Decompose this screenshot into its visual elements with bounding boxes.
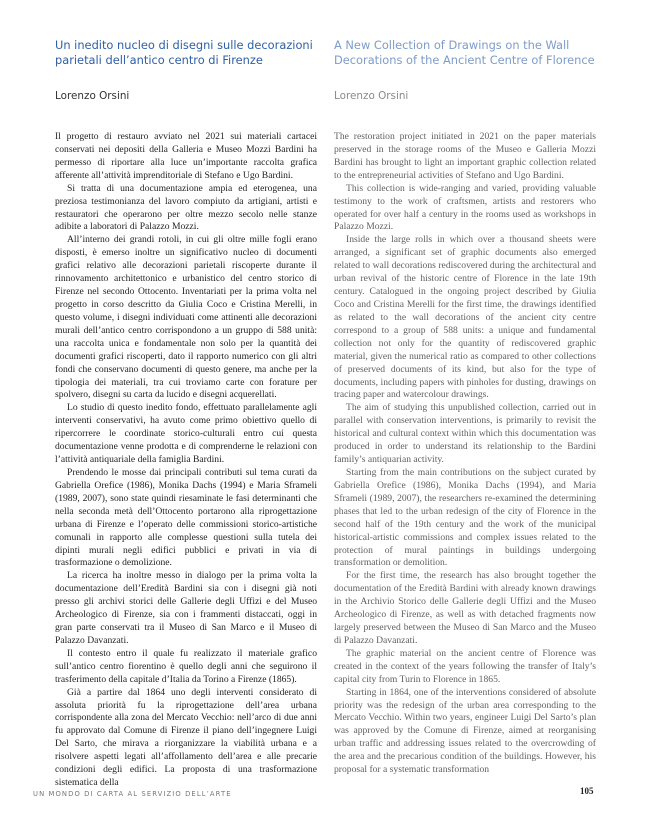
english-paragraph: The aim of studying this unpublished collection, carried out in parallel with conservation interventions, is primarily to revisit the historical and cultural context within which this documentation was produced in order to understand its relationship to the Bardini family’s antiquarian activity.: [334, 402, 596, 466]
italian-paragraph: Prendendo le mosse dai principali contributi sul tema curati da Gabriella Orefice (1986), Monika Dachs (1994) e Maria Sframeli (1989, 2007), sono state quindi riesaminate le fasi determinanti che nella seconda metà dell’Ottocento portarono alla riprogettazione urbana di Firenze e l’operato delle commissioni storico-artistiche comunali in rapporto alle complesse questioni sulla tutela dei dipinti murali negli edifici pubblici e privati in via di trasformazione o demolizione.: [55, 466, 317, 569]
english-paragraph: Inside the large rolls in which over a thousand sheets were arranged, a significant set of graphic documents also emerged related to wall decorations rediscovered during the architectural and urban revival of the historic centre of Florence in the late 19th century. Catalogued in the ongoing project described by Giulia Coco and Cristina Merelli for the first time, the drawings identified as related to the wall decorations of the ancient city centre correspond to a group of 588 units: a unique and fundamental collection not only for the quantity of rediscovered graphic material, given the numerical ratio as compared to other collections of preserved documents of its kind, but also for the type of documents, including papers with pinholes for dusting, drawings on tracing paper and watercolour drawings.: [334, 234, 596, 401]
italian-author: Lorenzo Orsini: [55, 90, 130, 102]
english-body: [334, 131, 596, 777]
italian-paragraph: All’interno dei grandi rotoli, in cui gli oltre mille fogli erano disposti, è emerso inoltre un significativo nucleo di documenti grafici relativo alle decorazioni parietali riscoperte durante il rinnovamento architettonico e urbanistico del centro storico di Firenze nel secondo Ottocento. Inventariati per la prima volta nel progetto in corso descritto da Giulia Coco e Cristina Merelli, in questo volume, i disegni individuati come attinenti alle decorazioni murali dell’antico centro corrispondono a un gruppo di 588 unità: una raccolta unica e fondamentale non solo per la quantità dei documenti grafici riscoperti, dato il rapporto numerico con gli altri fondi che conservano documenti di questo genere, ma anche per la tipologia dei materiali, tra cui troviamo carte con forature per spolvero, disegni su carta da lucido e disegni acquerellati.: [55, 234, 317, 401]
italian-column: [55, 38, 317, 790]
italian-title: Un inedito nucleo di disegni sulle decorazioni parietali dell’antico centro di Firenze: [55, 38, 313, 67]
english-paragraph: Starting from the main contributions on the subject curated by Gabriella Orefice (1986), Monika Dachs (1994), and Maria Sframeli (1989, 2007), the researchers re-examined the determining phases that led to the urban redesign of the city of Florence in the second half of the 19th century and the work of the municipal historical-artistic commissions and complex issues related to the protection of mural paintings in buildings undergoing transformation or demolition.: [334, 466, 596, 569]
italian-paragraph: Il progetto di restauro avviato nel 2021 sui materiali cartacei conservati nei depositi della Galleria e Museo Mozzi Bardini ha permesso di riportare alla luce un’importante raccolta grafica afferente all’attività imprenditoriale di Stefano e Ugo Bardini.: [55, 131, 317, 181]
english-paragraph: This collection is wide-ranging and varied, providing valuable testimony to the work of craftsmen, artists and restorers who operated for over half a century in the rooms used as workshops in Palazzo Mozzi.: [334, 182, 596, 233]
italian-body: [55, 131, 317, 790]
english-author: Lorenzo Orsini: [334, 90, 409, 102]
english-paragraph: The graphic material on the ancient centre of Florence was created in the context of the years following the transfer of Italy’s capital city from Turin to Florence in 1865.: [334, 647, 596, 685]
italian-paragraph: Lo studio di questo inedito fondo, effettuato parallelamente agli interventi conservativi, ha avuto come primo obiettivo quello di ripercorrere le coordinate storico-culturali entro cui questa documentazione venne prodotta e di comprenderne le relazioni con l’attività antiquariale della famiglia Bardini.: [55, 402, 317, 466]
english-paragraph: Starting in 1864, one of the interventions considered of absolute priority was the redesign of the urban area corresponding to the Mercato Vecchio. Within two years, engineer Luigi Del Sarto’s plan was approved by the Comune di Firenze, aimed at reorganising urban traffic and addressing issues related to the overcrowding of the area and the precarious condition of the buildings. However, his proposal for a systematic transformation: [334, 686, 596, 776]
english-title: A New Collection of Drawings on the Wall Decorations of the Ancient Centre of Florence: [334, 38, 595, 67]
english-paragraph: For the first time, the research has also brought together the documentation of the Eredità Bardini with already known drawings in the Archivio Storico delle Gallerie degli Uffizi and the Museo Archeologico di Firenze, as well as with detached fragments now largely preserved between the Museo di San Marco and the Museo di Palazzo Davanzati.: [334, 570, 596, 646]
english-paragraph: The restoration project initiated in 2021 on the paper materials preserved in the storage rooms of the Museo e Galleria Mozzi Bardini has brought to light an important graphic collection related to the entrepreneurial activities of Stefano and Ugo Bardini.: [334, 131, 596, 181]
italian-paragraph: La ricerca ha inoltre messo in dialogo per la prima volta la documentazione dell’Eredità Bardini sia con i disegni già noti presso gli archivi storici delle Gallerie degli Uffizi e del Museo Archeologico di Firenze, sia con i frammenti distaccati, oggi in gran parte conservati tra il Museo di San Marco e il Museo di Palazzo Davanzati.: [55, 570, 317, 646]
running-footer: UN MONDO DI CARTA AL SERVIZIO DELL’ARTE: [33, 790, 232, 798]
italian-paragraph: Il contesto entro il quale fu realizzato il materiale grafico sull’antico centro fiorentino è quello degli anni che seguirono il trasferimento della capitale d’Italia da Torino a Firenze (1865).: [55, 647, 317, 685]
italian-paragraph: Già a partire dal 1864 uno degli interventi considerato di assoluta priorità fu la riprogettazione dell’area urbana corrispondente alla zona del Mercato Vecchio: nell’arco di due anni fu approvato dal Comune di Firenze il piano dell’ingegnere Luigi Del Sarto, che mirava a riorganizzare la viabilità urbana e a risolvere aspetti legati all’affollamento dell’area e alle precarie condizioni degli edifici. La proposta di una trasformazione sistematica della: [55, 686, 317, 789]
english-column: [334, 38, 596, 777]
italian-paragraph: Si tratta di una documentazione ampia ed eterogenea, una preziosa testimonianza del lavoro compiuto da artigiani, artisti e restauratori che operarono per oltre mezzo secolo nelle stanze adibite a laboratori di Palazzo Mozzi.: [55, 182, 317, 233]
page-number: 105: [580, 786, 594, 796]
